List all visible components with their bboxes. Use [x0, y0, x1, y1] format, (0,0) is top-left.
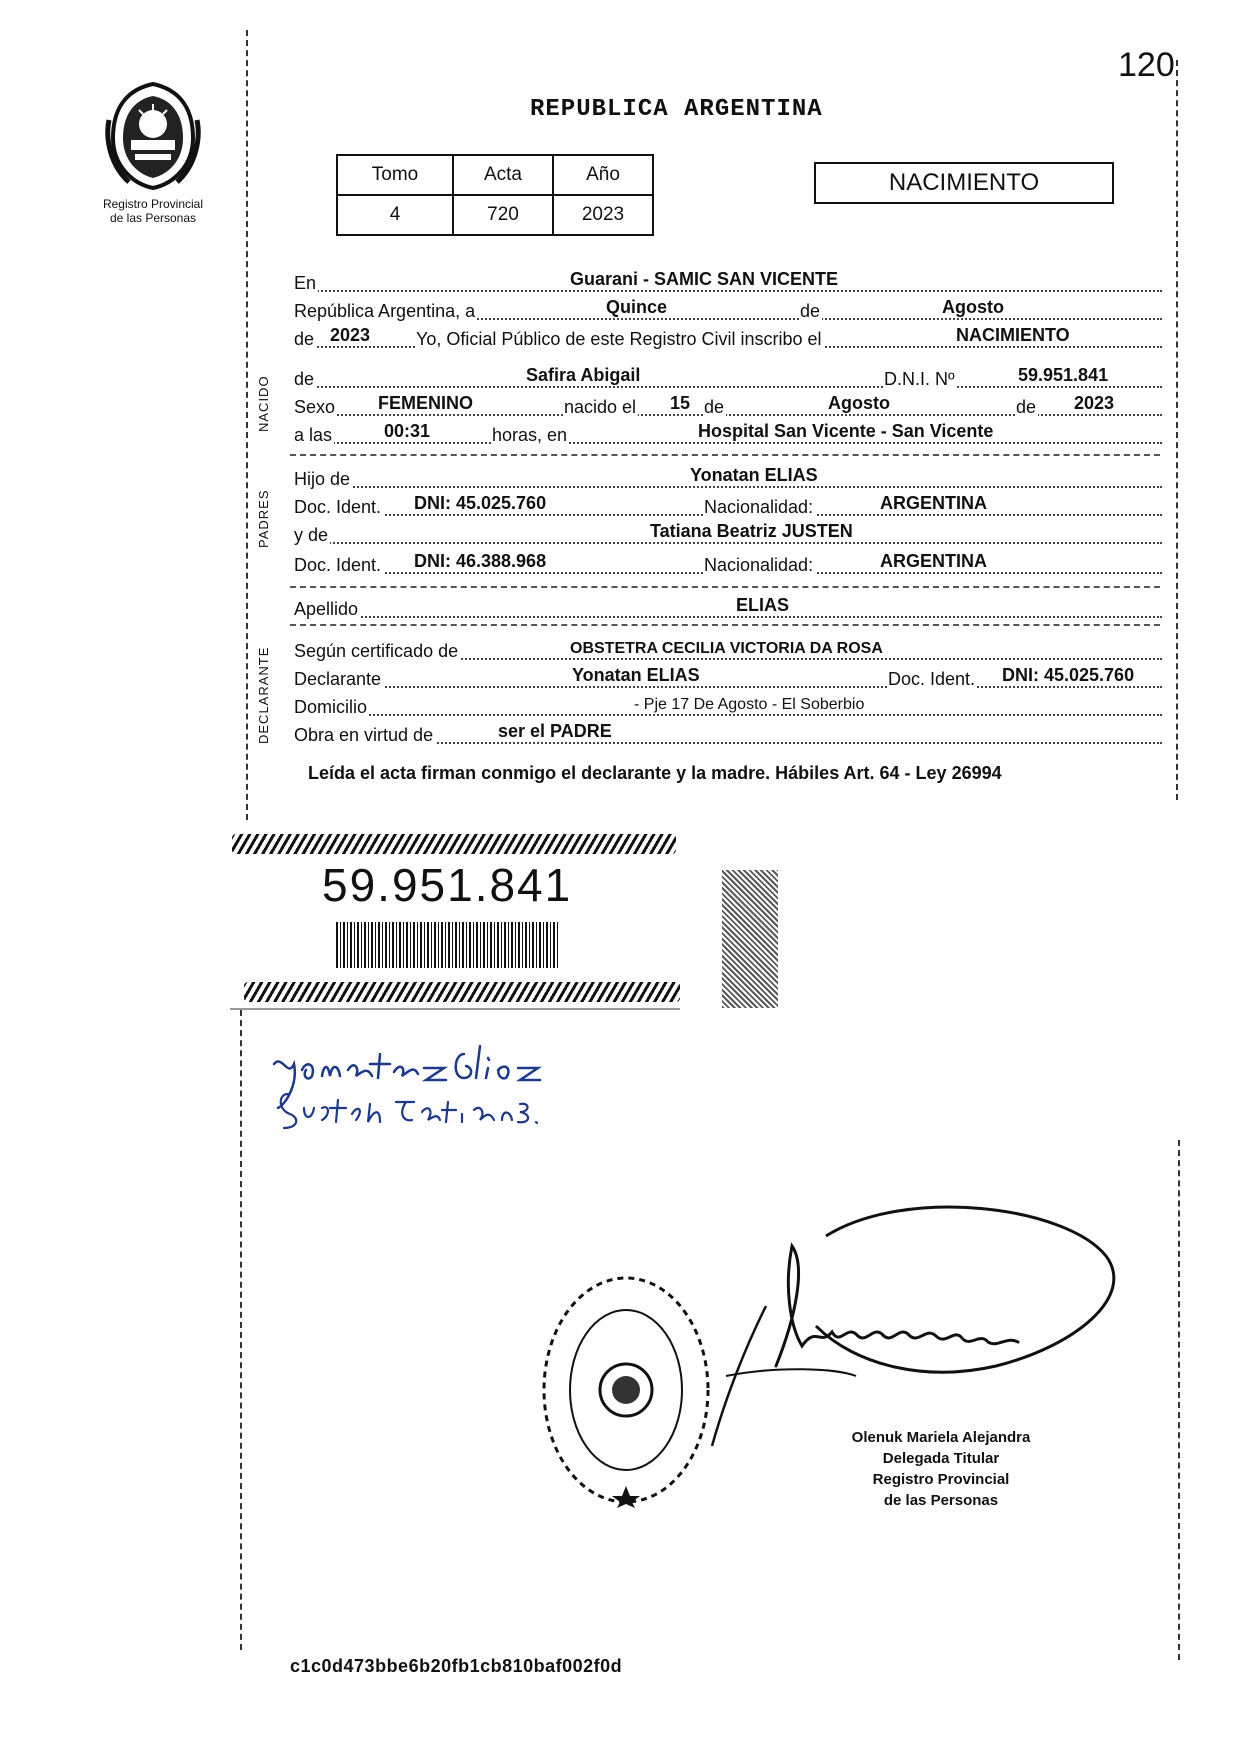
- declarante-doc: DNI: 45.025.760: [1002, 665, 1135, 685]
- day-words: Quince: [606, 297, 668, 317]
- sexo-label: Sexo: [294, 397, 336, 417]
- logo-caption-line-2: de las Personas: [109, 211, 197, 225]
- de3-label: de: [704, 397, 725, 417]
- declarante-doc-label: Doc. Ident.: [888, 669, 976, 689]
- row-mother: [294, 520, 1162, 546]
- birth-place: Hospital San Vicente - San Vicente: [698, 421, 994, 441]
- y-de-label: y de: [294, 525, 329, 545]
- father-doc-label: Doc. Ident.: [294, 497, 382, 517]
- row-apellido: [294, 594, 1162, 620]
- father-nat: ARGENTINA: [880, 493, 987, 513]
- left-margin-line: [246, 30, 248, 820]
- certificado-value: OBSTETRA CECILIA VICTORIA DA ROSA: [570, 640, 883, 657]
- a-las-label: a las: [294, 425, 333, 445]
- section-nacido-label: NACIDO: [256, 375, 271, 432]
- separator-nacido: [290, 454, 1160, 456]
- row-child-name: [294, 364, 1162, 390]
- child-name: Safira Abigail: [526, 365, 641, 385]
- republica-label: República Argentina, a: [294, 301, 476, 321]
- official-stamp: [538, 1272, 714, 1508]
- en-label: En: [294, 273, 317, 293]
- mother-name: Tatiana Beatriz JUSTEN: [650, 521, 853, 541]
- official-block: [826, 1427, 1056, 1511]
- right-margin-line: [1176, 60, 1178, 800]
- row-domicilio: [294, 692, 1162, 718]
- document-hash: c1c0d473bbe6b20fb1cb810baf002f0d: [290, 1656, 623, 1676]
- apellido-label: Apellido: [294, 599, 359, 619]
- domicilio-value: - Pje 17 De Agosto - El Soberbio: [634, 696, 865, 713]
- official-office: Registro Provincial: [872, 1471, 1010, 1488]
- row-certificado: [294, 636, 1162, 662]
- year-value: 2023: [330, 325, 371, 345]
- horas-label: horas, en: [492, 425, 568, 445]
- acta-value: 720: [453, 195, 553, 235]
- de4-label: de: [1016, 397, 1037, 417]
- birth-time: 00:31: [384, 421, 431, 441]
- misiones-coat-of-arms-icon: [105, 80, 201, 192]
- row-obra: [294, 720, 1162, 746]
- row-father-doc: [294, 492, 1162, 518]
- mother-doc-label: Doc. Ident.: [294, 555, 382, 575]
- page-bottom-rule: [230, 1008, 680, 1010]
- logo-caption-line-1: Registro Provincial: [102, 197, 204, 211]
- page-number: 120: [1118, 46, 1175, 84]
- domicilio-label: Domicilio: [294, 697, 368, 717]
- section-declarante-label: DECLARANTE: [256, 646, 271, 744]
- acta-header: Acta: [453, 155, 553, 195]
- country-title: REPUBLICA ARGENTINA: [530, 96, 823, 123]
- en-value: Guarani - SAMIC SAN VICENTE: [570, 269, 839, 289]
- official-office-2: de las Personas: [883, 1492, 999, 1509]
- official-signature: [706, 1196, 1176, 1456]
- barcode: [336, 922, 558, 968]
- official-name: Olenuk Mariela Alejandra: [851, 1429, 1031, 1446]
- inscribo-text: Yo, Oficial Público de este Registro Civil inscribo el: [416, 329, 822, 349]
- child-dni: 59.951.841: [1018, 365, 1109, 385]
- mother-doc: DNI: 46.388.968: [414, 551, 547, 571]
- row-fecha: [294, 296, 1162, 322]
- row-father: [294, 464, 1162, 490]
- row-sexo: [294, 392, 1162, 418]
- dni-large-number: 59.951.841: [322, 859, 573, 911]
- right-margin-line-lower: [1178, 1140, 1180, 1660]
- row-mother-doc: [294, 550, 1162, 576]
- security-hologram: [722, 870, 778, 1008]
- de-label: de: [800, 301, 821, 321]
- sexo-value: FEMENINO: [378, 393, 474, 413]
- birth-day: 15: [670, 393, 691, 413]
- row-inscribo: [294, 324, 1162, 350]
- nacido-el-label: nacido el: [564, 397, 637, 417]
- security-stripe-top: [232, 834, 676, 854]
- certificado-label: Según certificado de: [294, 641, 459, 661]
- registry-table: [336, 154, 654, 236]
- birth-year: 2023: [1074, 393, 1115, 413]
- tomo-header: Tomo: [337, 155, 453, 195]
- inscribo-value: NACIMIENTO: [956, 325, 1070, 345]
- hijo-de-label: Hijo de: [294, 469, 351, 489]
- row-declarante: [294, 664, 1162, 690]
- security-stripe-bottom: [244, 982, 680, 1002]
- row-hora: [294, 420, 1162, 446]
- separator-apellido: [290, 624, 1160, 626]
- mother-nat-label: Nacionalidad:: [704, 555, 814, 575]
- birth-month: Agosto: [828, 393, 890, 413]
- father-doc: DNI: 45.025.760: [414, 493, 547, 513]
- row-en: [294, 268, 1162, 294]
- record-type-box: NACIMIENTO: [814, 162, 1114, 204]
- separator-padres: [290, 586, 1160, 588]
- declarante-label: Declarante: [294, 669, 382, 689]
- month-value: Agosto: [942, 297, 1004, 317]
- surname: ELIAS: [736, 595, 790, 615]
- declarante-value: Yonatan ELIAS: [572, 665, 700, 685]
- tomo-value: 4: [337, 195, 453, 235]
- provincial-logo: [88, 80, 218, 225]
- official-role: Delegada Titular: [882, 1450, 1000, 1467]
- obra-value: ser el PADRE: [498, 721, 612, 741]
- mother-nat: ARGENTINA: [880, 551, 987, 571]
- father-nat-label: Nacionalidad:: [704, 497, 814, 517]
- father-name: Yonatan ELIAS: [690, 465, 818, 485]
- closing-text: Leída el acta firman conmigo el declarante y la madre. Hábiles Art. 64 - Ley 26994: [308, 763, 1002, 783]
- left-margin-line-lower: [240, 1010, 242, 1650]
- year-prefix: de: [294, 329, 315, 349]
- dni-label: D.N.I. Nº: [884, 369, 955, 389]
- anio-value: 2023: [553, 195, 653, 235]
- de2-label: de: [294, 369, 315, 389]
- section-padres-label: PADRES: [256, 489, 271, 548]
- anio-header: Año: [553, 155, 653, 195]
- declarant-signature: [268, 1024, 628, 1134]
- obra-label: Obra en virtud de: [294, 725, 434, 745]
